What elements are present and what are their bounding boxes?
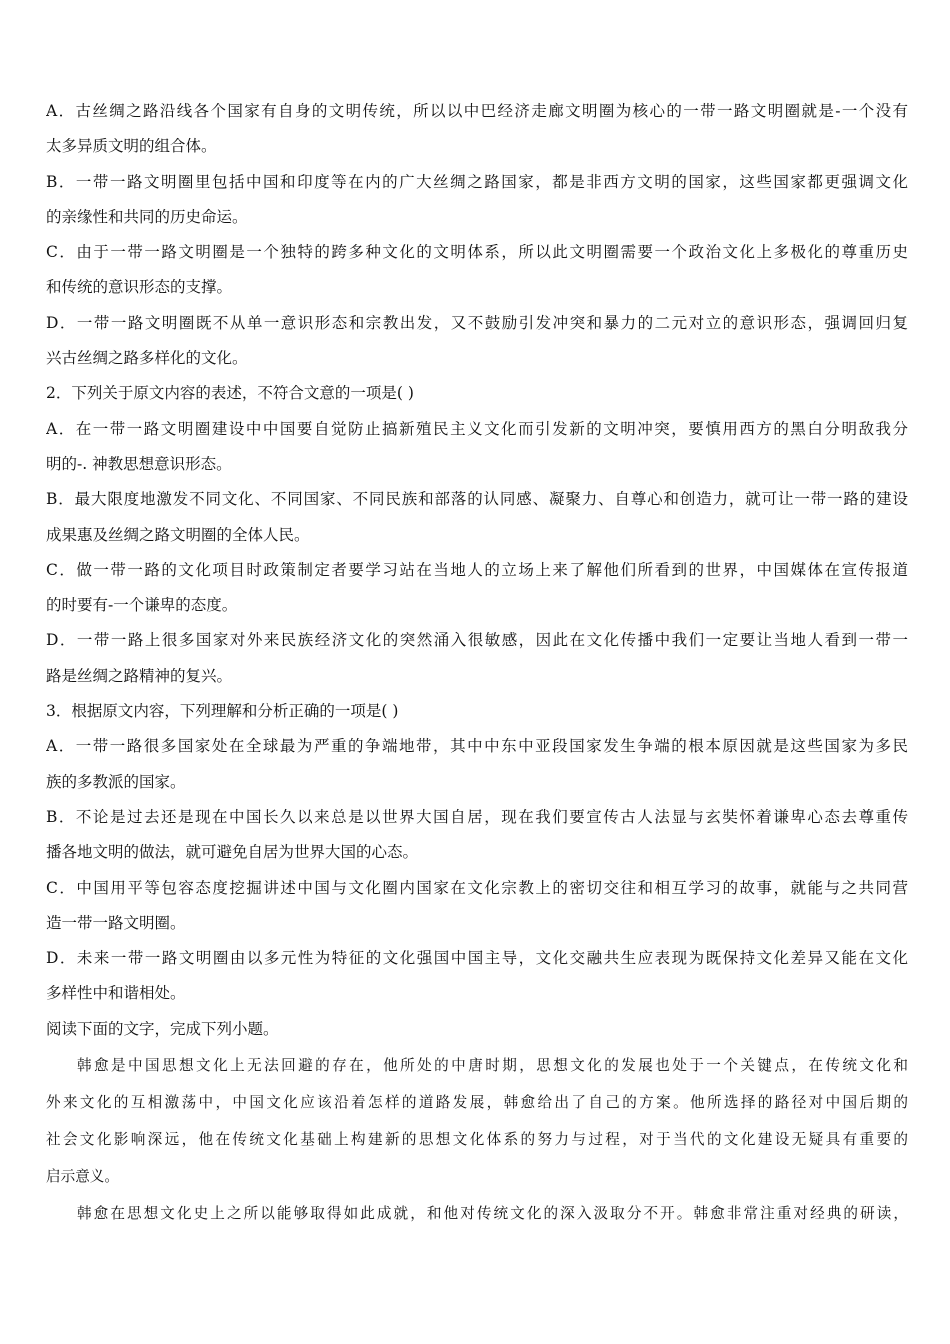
question-3-stem: 3．根据原文内容，下列理解和分析正确的一项是( ): [46, 702, 399, 721]
reading-instruction: 阅读下面的文字，完成下列小题。: [46, 1019, 279, 1038]
question-2-stem: 2．下列关于原文内容的表述，不符合文意的一项是( ): [46, 384, 414, 403]
text-line: C．做一带一路的文化项目时政策制定者要学习站在当地人的立场上来了解他们所看到的世界，中国媒体在宣传报道: [46, 560, 908, 579]
text-line: B．不论是过去还是现在中国长久以来总是以世界大国自居，现在我们要宣传古人法显与玄奘怀着谦卑心态去尊重传: [46, 807, 908, 826]
text-line: C．中国用平等包容态度挖掘讲述中国与文化圈内国家在文化宗教上的密切交往和相互学习的故事，就能与之共同营: [46, 878, 908, 897]
text-line: 成果惠及丝绸之路文明圈的全体人民。: [46, 525, 310, 544]
q1-option-c: [46, 235, 908, 306]
passage-paragraph: [46, 1047, 908, 1195]
text-line: 韩愈是中国思想文化上无法回避的存在，他所处的中唐时期，思想文化的发展也处于一个关键点，在传统文化和: [77, 1057, 908, 1075]
reading-passage: [46, 1047, 908, 1232]
text-line: C．由于一带一路文明圈是一个独特的跨多种文化的文明体系，所以此文明圈需要一个政治文化上多极化的尊重历史: [46, 243, 908, 262]
q2-option-d: [46, 623, 908, 694]
text-line: A．古丝绸之路沿线各个国家有自身的文明传统，所以以中巴经济走廊文明圈为核心的一带一路文明圈就是-一个没有: [46, 102, 908, 120]
document-page: [46, 94, 908, 1232]
text-line: B．一带一路文明圈里包括中国和印度等在内的广大丝绸之路国家，都是非西方文明的国家，这些国家都更强调文化: [46, 172, 908, 191]
text-line: A．一带一路很多国家处在全球最为严重的争端地带，其中中东中亚段国家发生争端的根本原因就是这些国家为多民: [46, 737, 908, 756]
text-line: 的亲缘性和共同的历史命运。: [46, 207, 248, 226]
passage-paragraph: [46, 1195, 908, 1232]
text-line: 明的-. 神教思想意识形态。: [46, 454, 232, 473]
q3-option-d: [46, 941, 908, 1012]
text-line: 启示意义。: [46, 1168, 119, 1186]
q3-option-c: [46, 871, 908, 942]
q3-option-b: [46, 800, 908, 871]
text-line: 和传统的意识形态的支撑。: [46, 278, 233, 297]
text-line: A．在一带一路文明圈建设中中国要自觉防止搞新殖民主义文化而引发新的文明冲突，要慎用西方的黑白分明敌我分: [46, 419, 908, 438]
text-line: 路是丝绸之路精神的复兴。: [46, 666, 233, 685]
q1-option-d: [46, 306, 908, 377]
text-line: 族的多教派的国家。: [46, 772, 186, 791]
text-line: 的时要有-一个谦卑的态度。: [46, 596, 238, 615]
q1-option-b: [46, 165, 908, 236]
text-line: D．未来一带一路文明圈由以多元性为特征的文化强国中国主导，文化交融共生应表现为既保持文化差异又能在文化: [46, 949, 908, 968]
text-line: 韩愈在思想文化史上之所以能够取得如此成就，和他对传统文化的深入汲取分不开。韩愈非常注重对经典的研读，: [77, 1205, 908, 1223]
text-line: 社会文化影响深远，他在传统文化基础上构建新的思想文化体系的努力与过程，对于当代的文化建设无疑具有重要的: [46, 1131, 908, 1149]
text-line: 播各地文明的做法，就可避免自居为世界大国的心态。: [46, 843, 419, 862]
text-line: 太多异质文明的组合体。: [46, 137, 217, 156]
q2-option-b: [46, 482, 908, 553]
q3-option-a: [46, 729, 908, 800]
q2-option-c: [46, 553, 908, 624]
text-line: 造一带一路文明圈。: [46, 913, 186, 932]
text-line: D．一带一路上很多国家对外来民族经济文化的突然涌入很敏感，因此在文化传播中我们一定要让当地人看到一带一: [46, 631, 908, 650]
text-line: B．最大限度地激发不同文化、不同国家、不同民族和部落的认同感、凝聚力、自尊心和创造力，就可让一带一路的建设: [46, 490, 908, 509]
q2-option-a: [46, 412, 908, 483]
text-line: 兴古丝绸之路多样化的文化。: [46, 349, 248, 368]
text-line: D．一带一路文明圈既不从单一意识形态和宗教出发，又不鼓励引发冲突和暴力的二元对立的意识形态，强调回归复: [46, 313, 908, 332]
q1-option-a: [46, 94, 908, 165]
text-line: 多样性中和谐相处。: [46, 984, 186, 1003]
text-line: 外来文化的互相激荡中，中国文化应该沿着怎样的道路发展，韩愈给出了自己的方案。他所选择的路径对中国后期的: [46, 1094, 908, 1112]
